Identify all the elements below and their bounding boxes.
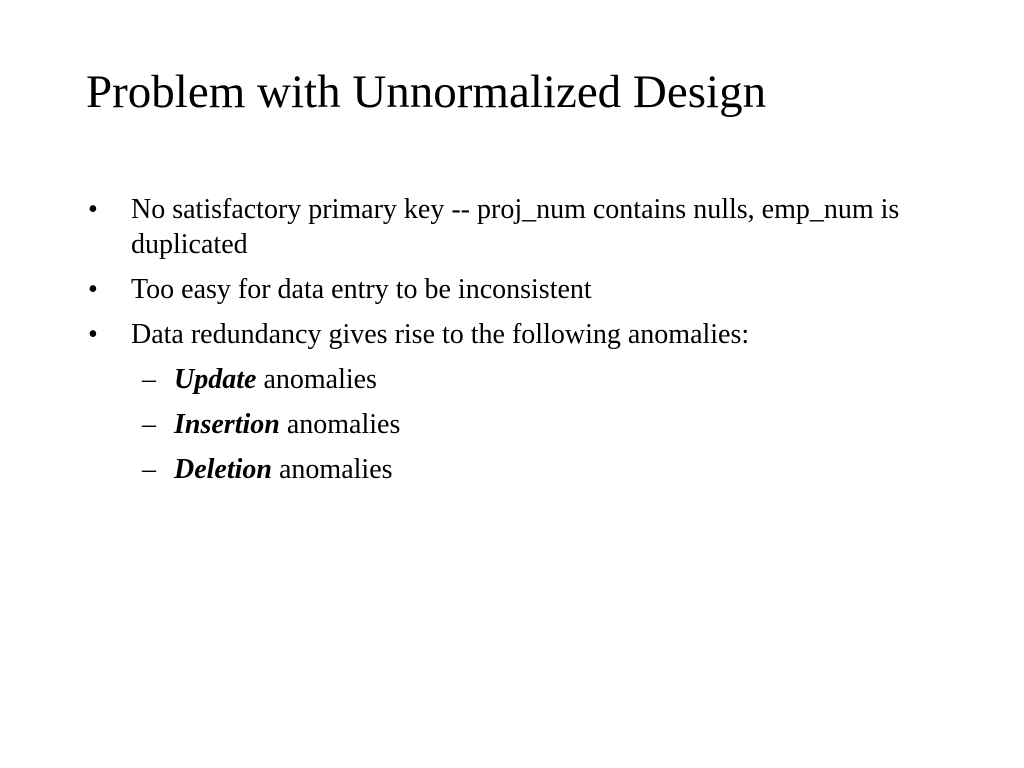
sub-bullet-item xyxy=(88,407,938,442)
bullet-marker: • xyxy=(88,274,98,305)
anomaly-rest: anomalies xyxy=(272,454,393,485)
bullet-item xyxy=(88,317,938,352)
bullet-text: No satisfactory primary key -- proj_num contains nulls, emp_num is duplicated xyxy=(131,194,900,260)
bullet-text: Data redundancy gives rise to the following anomalies: xyxy=(131,319,750,350)
anomaly-term: Deletion xyxy=(174,454,272,485)
sub-bullet-item xyxy=(88,362,938,397)
sub-bullet-marker: – xyxy=(142,364,156,395)
bullet-item xyxy=(88,192,938,262)
bullet-text: Too easy for data entry to be inconsistent xyxy=(131,274,592,305)
slide-title: Problem with Unnormalized Design xyxy=(86,66,767,118)
bullet-list xyxy=(88,192,938,497)
bullet-marker: • xyxy=(88,319,98,350)
bullet-item xyxy=(88,272,938,307)
anomaly-term: Insertion xyxy=(174,409,280,440)
bullet-marker: • xyxy=(88,194,98,225)
sub-bullet-marker: – xyxy=(142,409,156,440)
anomaly-rest: anomalies xyxy=(279,409,401,440)
sub-bullet-item xyxy=(88,452,938,487)
anomaly-rest: anomalies xyxy=(256,364,377,395)
sub-bullet-marker: – xyxy=(142,454,156,485)
anomaly-term: Update xyxy=(174,364,257,395)
